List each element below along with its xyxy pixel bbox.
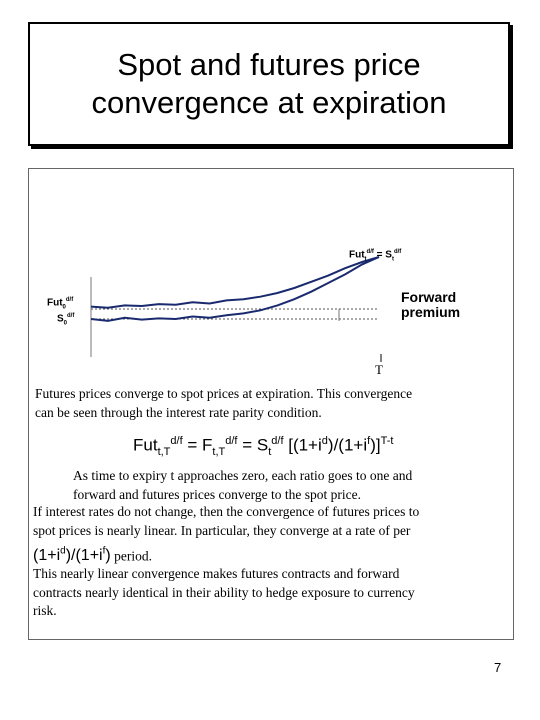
title-line-2: convergence at expiration <box>91 85 447 120</box>
paragraph-2: As time to expiry t approaches zero, each ratio goes to one and forward and futures prices converge to the spot price. <box>73 468 413 502</box>
rate-expression-line: $(1+i^d)/(1+i^f)$ period. <box>33 546 152 565</box>
slide-title-box <box>28 22 510 146</box>
page-number: 7 <box>494 660 502 675</box>
futures-price-line <box>91 257 379 308</box>
fut0-label: Fut$_0^{d/f}$ <box>47 297 74 311</box>
convergence-label: $Fut_t^{d/f} = S_t^{d/f}$ <box>349 249 402 263</box>
interest-parity-formula: $Fut_{t,T}^{d/f} = F_{t,T}^{d/f} = S_t^{d/f}$ $[(1+i^d)/(1+i^f)]^{T-t}$ <box>133 435 394 459</box>
s0-label: $S_0^{d/f}$ <box>57 313 75 327</box>
paragraph-4: This nearly linear convergence makes futures contracts and forward contracts nearly identical in their ability to hedge exposure to currency risk. <box>33 566 415 618</box>
spot-price-line <box>91 257 379 321</box>
content-box <box>28 168 514 640</box>
convergence-chart <box>29 169 515 379</box>
paragraph-1: Futures prices converge to spot prices at expiration. This convergence can be seen through the interest rate parity condition. <box>35 386 413 420</box>
expiry-t-label: T <box>375 362 383 377</box>
forward-premium-label: Forward premium <box>401 289 461 320</box>
paragraph-3: If interest rates do not change, then the convergence of futures prices to spot prices is nearly linear. In particular, they converge at a rate of per $(1+i^d)/(1+i^f)$ period. <box>33 504 420 565</box>
title-line-1: Spot and futures price <box>117 47 421 82</box>
slide-title <box>91 46 446 122</box>
